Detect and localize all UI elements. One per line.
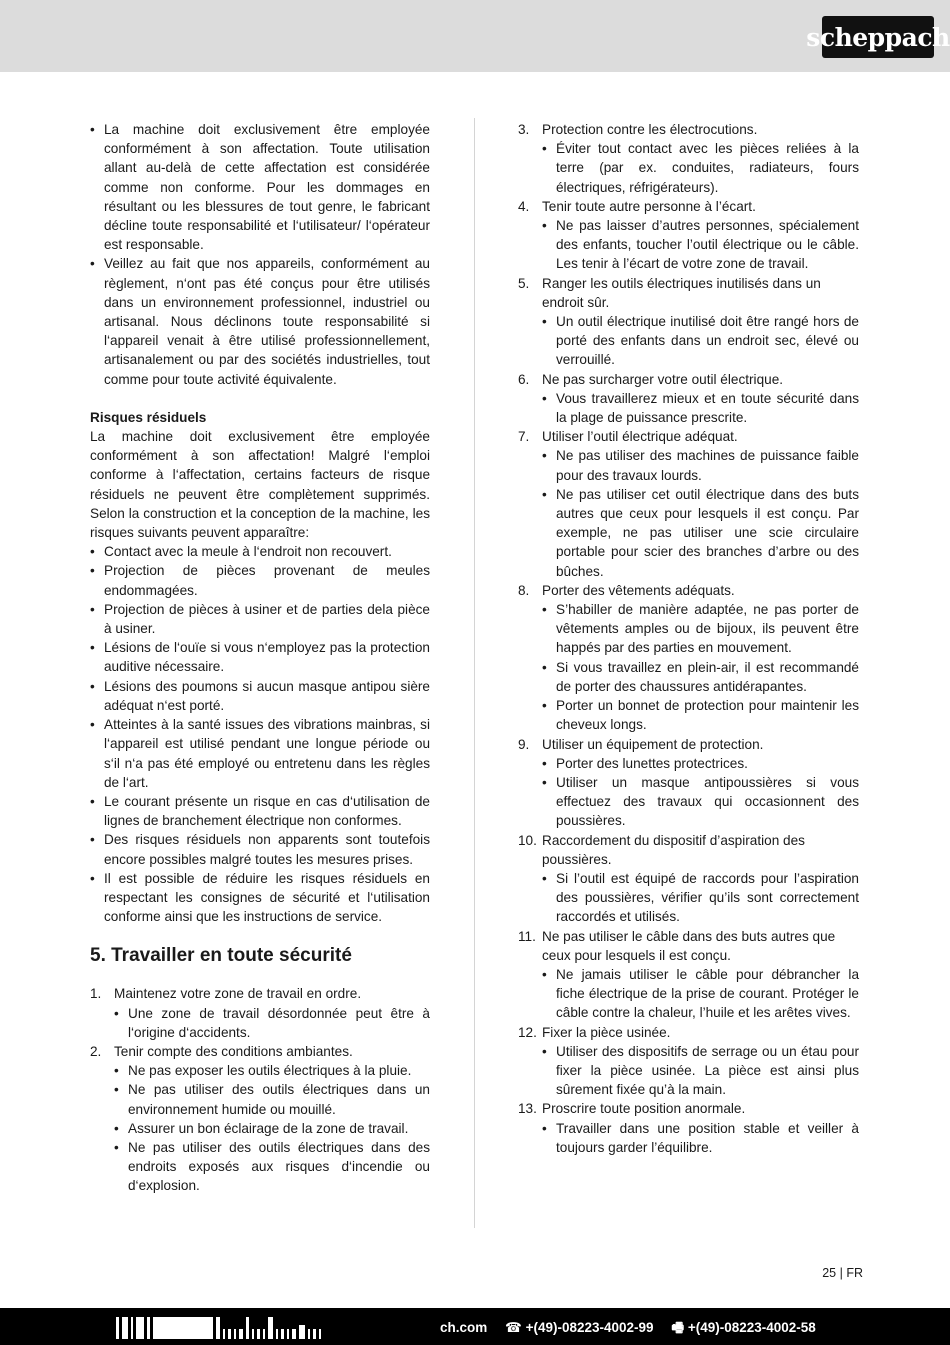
sub-item: • Une zone de travail désordonnée peut être à l‘origine d‘accidents. — [90, 1004, 430, 1042]
list-item: 5. Ranger les outils électriques inutilisés dans un endroit sûr. — [518, 275, 821, 310]
sub-item: • Ne jamais utiliser le câble pour débrancher la fiche électrique de la prise de courant. Protéger le câble contre la chaleur, l’huile et les arêtes vives. — [518, 965, 859, 1023]
list-item: • Lésions de l‘ouïe si vous n‘employez pas la protection auditive nécessaire. — [90, 638, 430, 676]
footer-contact — [440, 1318, 830, 1341]
risks-heading: Risques résiduels — [90, 409, 207, 425]
list-item: 7. Utiliser l’outil électrique adéquat. — [518, 429, 738, 445]
list-item: • Contact avec la meule à l‘endroit non recouvert. — [90, 542, 430, 561]
list-item: 6. Ne pas surcharger votre outil électrique. — [518, 371, 784, 387]
list-item: 8. Porter des vêtements adéquats. — [518, 582, 735, 598]
footer-fax: 🖷 +(49)-08223-4002-58 — [671, 1320, 816, 1335]
risks-list — [90, 542, 430, 926]
list-item: • Des risques résiduels non apparents sont toutefois encore possibles malgré toutes les mesures prises. — [90, 830, 430, 868]
list-item: • La machine doit exclusivement être employée conformément à son affectation. Toute utilisation allant au-delà de cette affectation est considérée comme non conforme. Pour les dommages en résultant ou les blessures de tout genre, le fabricant décline toute responsabilité et l‘utilisateur/ l‘opérateur est responsable. — [90, 120, 430, 254]
list-item: • Le courant présente un risque en cas d‘utilisation de lignes de branchement électrique non conformes. — [90, 792, 430, 830]
list-item: • Veillez au fait que nos appareils, conformément au règlement, n‘ont pas été conçus pour être utilisés dans un environnement professionnel, industriel ou artisanal. Nous déclinons toute responsabilité si l‘appareil venait à être utilisé professionnellement, artisanalement ou par des sociétés industrielles, tout comme pour toute activité équivalente. — [90, 254, 430, 388]
list-item: • Atteintes à la santé issues des vibrations mainbras, si l‘appareil est utilisé pendant une longue période ou s‘il n‘a pas été employé ou entretenu dans les règles de l‘art. — [90, 715, 430, 792]
list-item: 1. Maintenez votre zone de travail en ordre. — [90, 986, 362, 1002]
numbered-list-left — [90, 984, 430, 1195]
sub-item: • Porter des lunettes protectrices. — [518, 754, 859, 773]
brand-logo: scheppach — [822, 16, 934, 58]
list-item: • Il est possible de réduire les risques résiduels en respectant les consignes de sécurité et l‘utilisation conforme ainsi que les instructions de service. — [90, 869, 430, 927]
header-bar — [0, 0, 950, 72]
list-item: 2. Tenir compte des conditions ambiantes. — [90, 1043, 353, 1059]
sub-item: • Ne pas utiliser cet outil électrique dans des buts autres que ceux pour lesquels il est conçu. Par exemple, ne pas utiliser une scie circulaire portable pour scier des branches d’arbre ou des bûches. — [518, 485, 859, 581]
column-divider — [474, 118, 475, 1228]
list-item: 9. Utiliser un équipement de protection. — [518, 736, 764, 752]
sub-item: • Travailler dans une position stable et veiller à toujours garder l’équilibre. — [518, 1119, 859, 1157]
list-item: 13. Proscrire toute position anormale. — [518, 1101, 746, 1117]
list-item: • Lésions des poumons si aucun masque antipou sière adéquat n‘est porté. — [90, 677, 430, 715]
sub-item: • Éviter tout contact avec les pièces reliées à la terre (par ex. conduites, radiateurs, fours électriques, réfrigérateurs). — [518, 139, 859, 197]
intro-bullet-list — [90, 120, 430, 389]
list-item: • Projection de pièces à usiner et de parties dela pièce à usiner. — [90, 600, 430, 638]
sub-item: • S’habiller de manière adaptée, ne pas porter de vêtements amples ou de bijoux, ils peuvent être happés par des parties en mouvement. — [518, 600, 859, 658]
list-item: 3. Protection contre les électrocutions. — [518, 122, 758, 137]
left-column — [90, 120, 430, 1196]
list-item: 10. Raccordement du dispositif d’aspiration des poussières. — [518, 832, 805, 867]
sub-item: • Vous travaillerez mieux et en toute sécurité dans la plage de puissance prescrite. — [518, 389, 859, 427]
sub-item: • Ne pas utiliser des outils électriques dans un environnement humide ou mouillé. — [90, 1080, 430, 1118]
sub-item: • Ne pas utiliser des machines de puissance faible pour des travaux lourds. — [518, 446, 859, 484]
sub-item: • Un outil électrique inutilisé doit être rangé hors de porté des enfants dans un endroit sec, élevé ou verrouillé. — [518, 312, 859, 370]
list-item: 12. Fixer la pièce usinée. — [518, 1024, 671, 1040]
sub-item: • Si vous travaillez en plein-air, il est recommandé de porter des chaussures antidérapantes. — [518, 658, 859, 696]
footer-website: ch.com — [440, 1320, 488, 1335]
list-item: 4. Tenir toute autre personne à l’écart. — [518, 198, 756, 214]
sub-item: • Assurer un bon éclairage de la zone de travail. — [90, 1119, 430, 1138]
footer-decoration — [116, 1317, 441, 1339]
sub-item: • Porter un bonnet de protection pour maintenir les cheveux longs. — [518, 696, 859, 734]
sub-item: • Ne pas laisser d’autres personnes, spécialement des enfants, toucher l’outil électrique ou le câble. Les tenir à l’écart de votre zone de travail. — [518, 216, 859, 274]
footer-phone: ☎ +(49)-08223-4002-99 — [505, 1320, 654, 1335]
list-item: • Projection de pièces provenant de meules endommagées. — [90, 561, 430, 599]
page-number: 25 | FR — [822, 1266, 863, 1280]
risks-paragraph: La machine doit exclusivement être employée conformément à son affectation! Malgré l‘emploi conforme à l‘affectation, certains facteurs de risque résiduels ne peuvent être complètement supprimés. Selon la construction et la conception de la machine, les risques suivants peuvent apparaître: — [90, 429, 430, 541]
section-title: 5. Travailler en toute sécurité — [90, 945, 352, 967]
sub-item: • Utiliser des dispositifs de serrage ou un étau pour fixer la pièce usinée. La pièce est ainsi plus sûrement fixée qu’à la main. — [518, 1042, 859, 1100]
footer-bar — [0, 1308, 950, 1345]
list-item: 11. Ne pas utiliser le câble dans des buts autres que ceux pour lesquels il est conçu. — [518, 928, 836, 963]
right-column — [518, 120, 859, 1157]
sub-item: • Utiliser un masque antipoussières si vous effectuez des travaux qui occasionnent des poussières. — [518, 773, 859, 831]
sub-item: • Si l’outil est équipé de raccords pour l’aspiration des poussières, vérifier qu’ils sont correctement raccordés et utilisés. — [518, 869, 859, 927]
sub-item: • Ne pas exposer les outils électriques à la pluie. — [90, 1061, 430, 1080]
sub-item: • Ne pas utiliser des outils électriques dans des endroits exposés aux risques d‘incendie ou d‘explosion. — [90, 1138, 430, 1196]
